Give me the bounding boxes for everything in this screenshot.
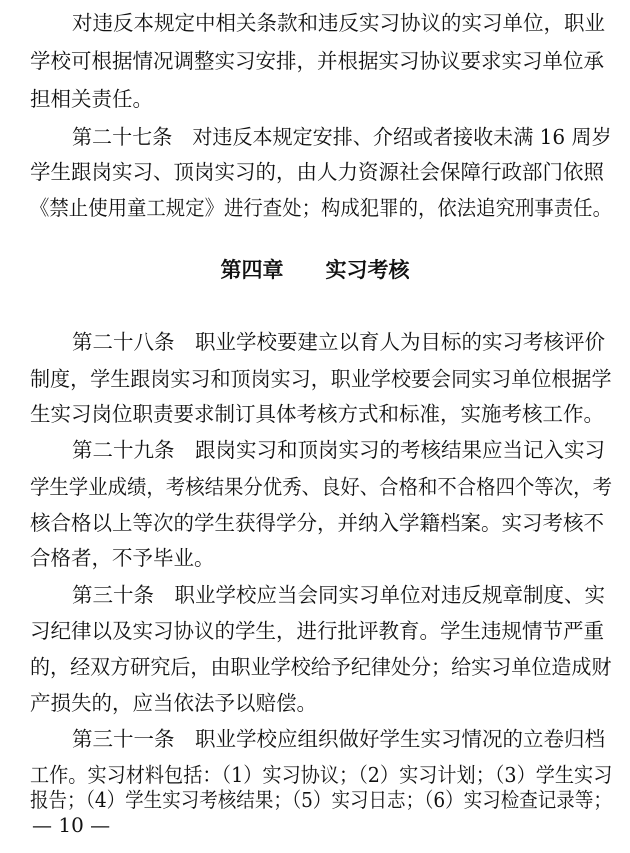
text-line: 学生跟岗实习、顶岗实习的，由人力资源社会保障行政部门依照: [30, 160, 604, 184]
text-line: 第三十条 职业学校应当会同实习单位对违反规章制度、实: [72, 583, 605, 607]
text-line: 对违反本规定中相关条款和违反实习协议的实习单位，职业: [72, 11, 605, 35]
text-line: 学生学业成绩，考核结果分优秀、良好、合格和不合格四个等次，考: [30, 475, 612, 499]
text-line: 第二十八条 职业学校要建立以育人为目标的实习考核评价: [72, 330, 605, 354]
text-line: 生实习岗位职责要求制订具体考核方式和标准，实施考核工作。: [30, 402, 604, 426]
text-line: 第二十七条 对违反本规定安排、介绍或者接收未满 16 周岁: [72, 125, 612, 149]
text-line: 习纪律以及实习协议的学生，进行批评教育。学生违规情节严重: [30, 619, 604, 643]
text-line: 第二十九条 跟岗实习和顶岗实习的考核结果应当记入实习: [72, 438, 605, 462]
text-line: 第三十一条 职业学校应组织做好学生实习情况的立卷归档: [72, 727, 605, 751]
text-line: 合格者，不予毕业。: [30, 546, 215, 570]
text-line: 产损失的，应当依法予以赔偿。: [30, 691, 317, 715]
text-line: 核合格以上等次的学生获得学分，并纳入学籍档案。实习考核不: [30, 511, 604, 535]
text-line: 学校可根据情况调整实习安排，并根据实习协议要求实习单位承: [30, 49, 604, 73]
chapter-heading: 第四章 实习考核: [220, 258, 410, 282]
text-line: 制度，学生跟岗实习和顶岗实习，职业学校要会同实习单位根据学: [30, 367, 612, 391]
text-line: 的，经双方研究后，由职业学校给予纪律处分；给实习单位造成财: [30, 655, 612, 679]
text-line: 工作。实习材料包括：（1）实习协议；（2）实习计划；（3）学生实习: [30, 763, 613, 787]
page-number: — 10 —: [32, 813, 111, 837]
text-line: 担相关责任。: [30, 87, 153, 111]
text-line: 《禁止使用童工规定》进行查处；构成犯罪的，依法追究刑事责任。: [30, 196, 612, 220]
text-line: 报告；（4）学生实习考核结果；（5）实习日志；（6）实习检查记录等；: [30, 788, 612, 812]
